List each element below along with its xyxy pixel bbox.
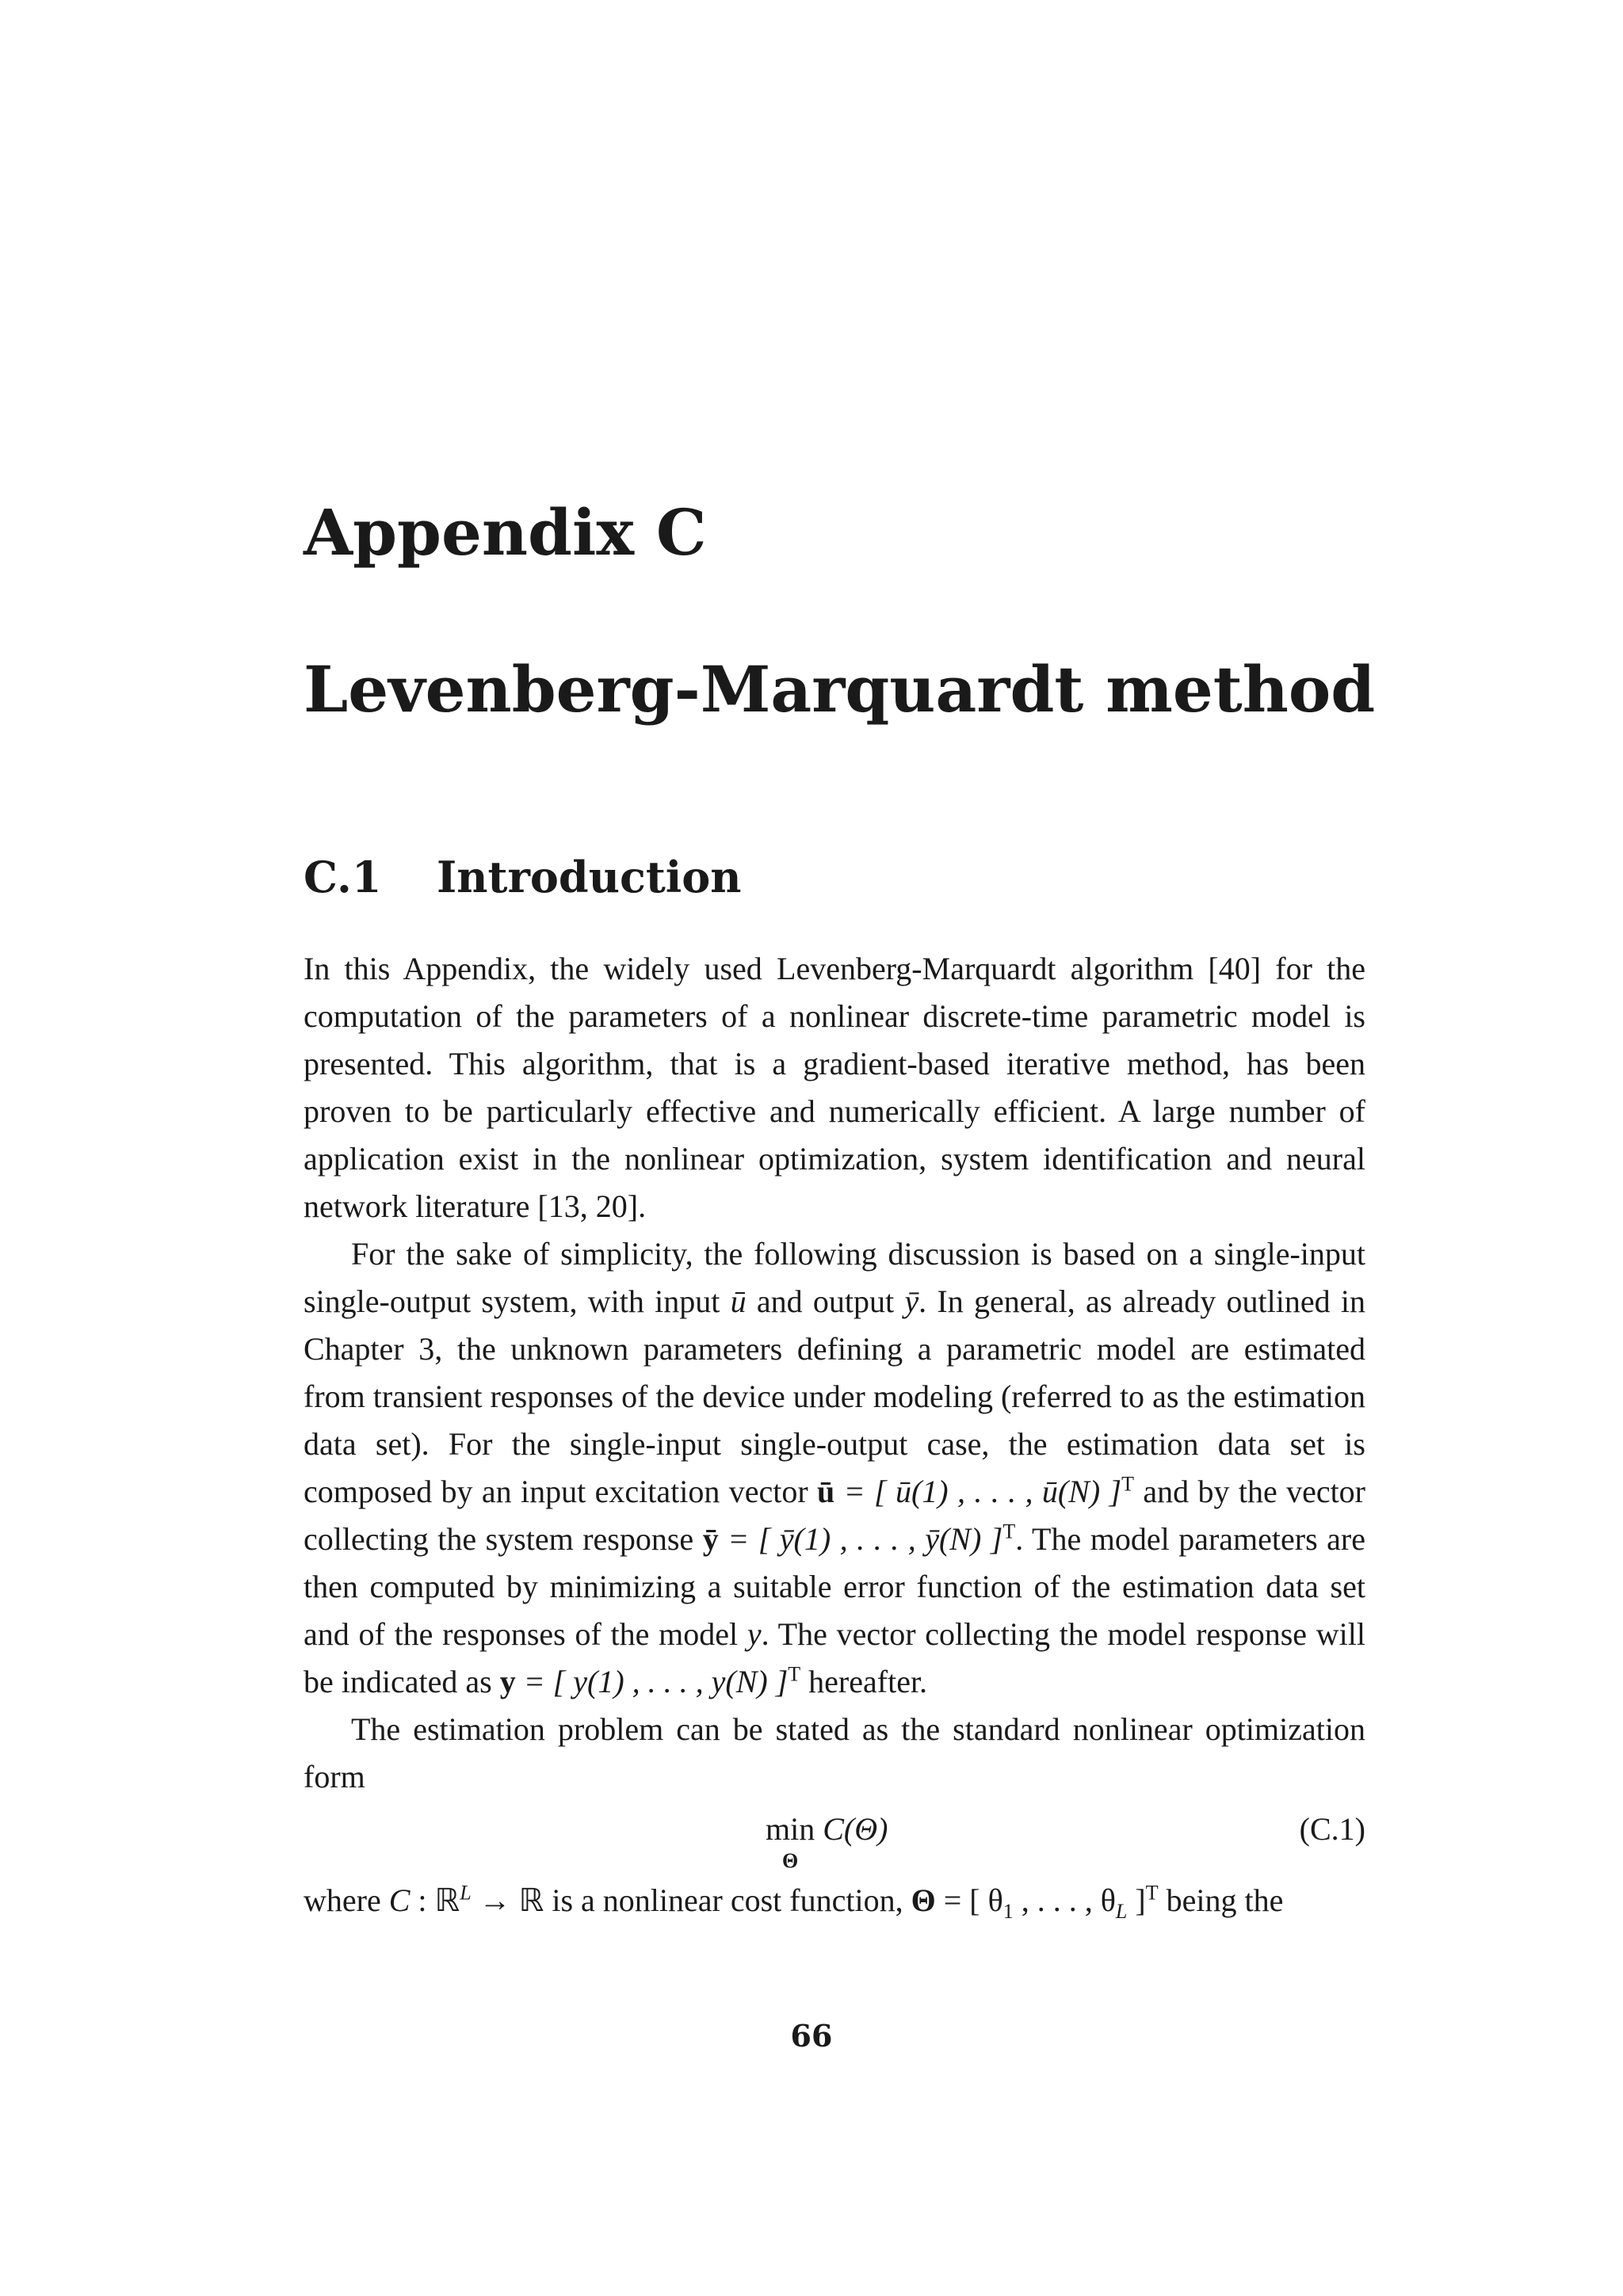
- paragraph-cost: where C : ℝ$^L$ → ℝ is a nonlinear cost function, Θ = [ $\theta_1$ , . . . , $\theta_L$ ]$^T$ being the: [304, 1881, 1284, 1923]
- chapter-title: Levenberg-Marquardt method: [304, 652, 1376, 727]
- input-vector-symbol: ū​: [817, 1474, 835, 1509]
- response-vector-symbol: ȳ​: [702, 1521, 719, 1557]
- equation-number: (C.1): [1299, 1811, 1365, 1847]
- section-title: Introduction: [437, 852, 742, 902]
- equation-c1: [304, 1806, 1365, 1877]
- body-text: [304, 945, 1365, 1924]
- paragraph-estimation: For the sake of simplicity, the following discussion is based on a single-input single-output system, with input ū and output ȳ. In general, as already outlined in Chapter 3, the unknown parameters defining a parametric model are estimated from transient responses of the device under modeling (referred to as the estimation data set). For the single-input single-output case, the estimation data set is composed by an input excitation vector ū​ = [ ū(1) , . . . , ū(N) ]$^T$ and by the vector collecting the system response ȳ​ = [ ȳ(1) , . . . , ȳ(N) ]$^T$. The model parameters are then computed by minimizing a suitable error function of the estimation data set and of the responses of the model y. The vector collecting the model response will be indicated as y = [ y(1) , . . . , y(N) ]$^T$ hereafter.: [304, 1236, 1366, 1699]
- section-heading: [304, 852, 742, 902]
- appendix-label: Appendix C: [304, 495, 707, 570]
- input-symbol: ū: [730, 1283, 747, 1319]
- paragraph-problem: The estimation problem can be stated as the standard nonlinear optimization form: [304, 1711, 1365, 1794]
- page-number: 66: [790, 2018, 833, 2054]
- paragraph-intro: In this Appendix, the widely used Levenberg-Marquardt algorithm [40] for the computation of the parameters of a nonlinear discrete-time parametric model is presented. This algorithm, that is a gradient-based iterative method, has been proven to be particularly effective and numerically efficient. A large number of application exist in the nonlinear optimization, system identification and neural network literature [13, 20].: [304, 951, 1365, 1224]
- equation-expression: min Θ C(Θ): [766, 1806, 888, 1869]
- model-vector-symbol: y: [499, 1664, 516, 1699]
- section-number: C.1: [304, 852, 382, 902]
- output-symbol: ȳ: [904, 1283, 919, 1319]
- min-operator: min Θ: [766, 1811, 815, 1872]
